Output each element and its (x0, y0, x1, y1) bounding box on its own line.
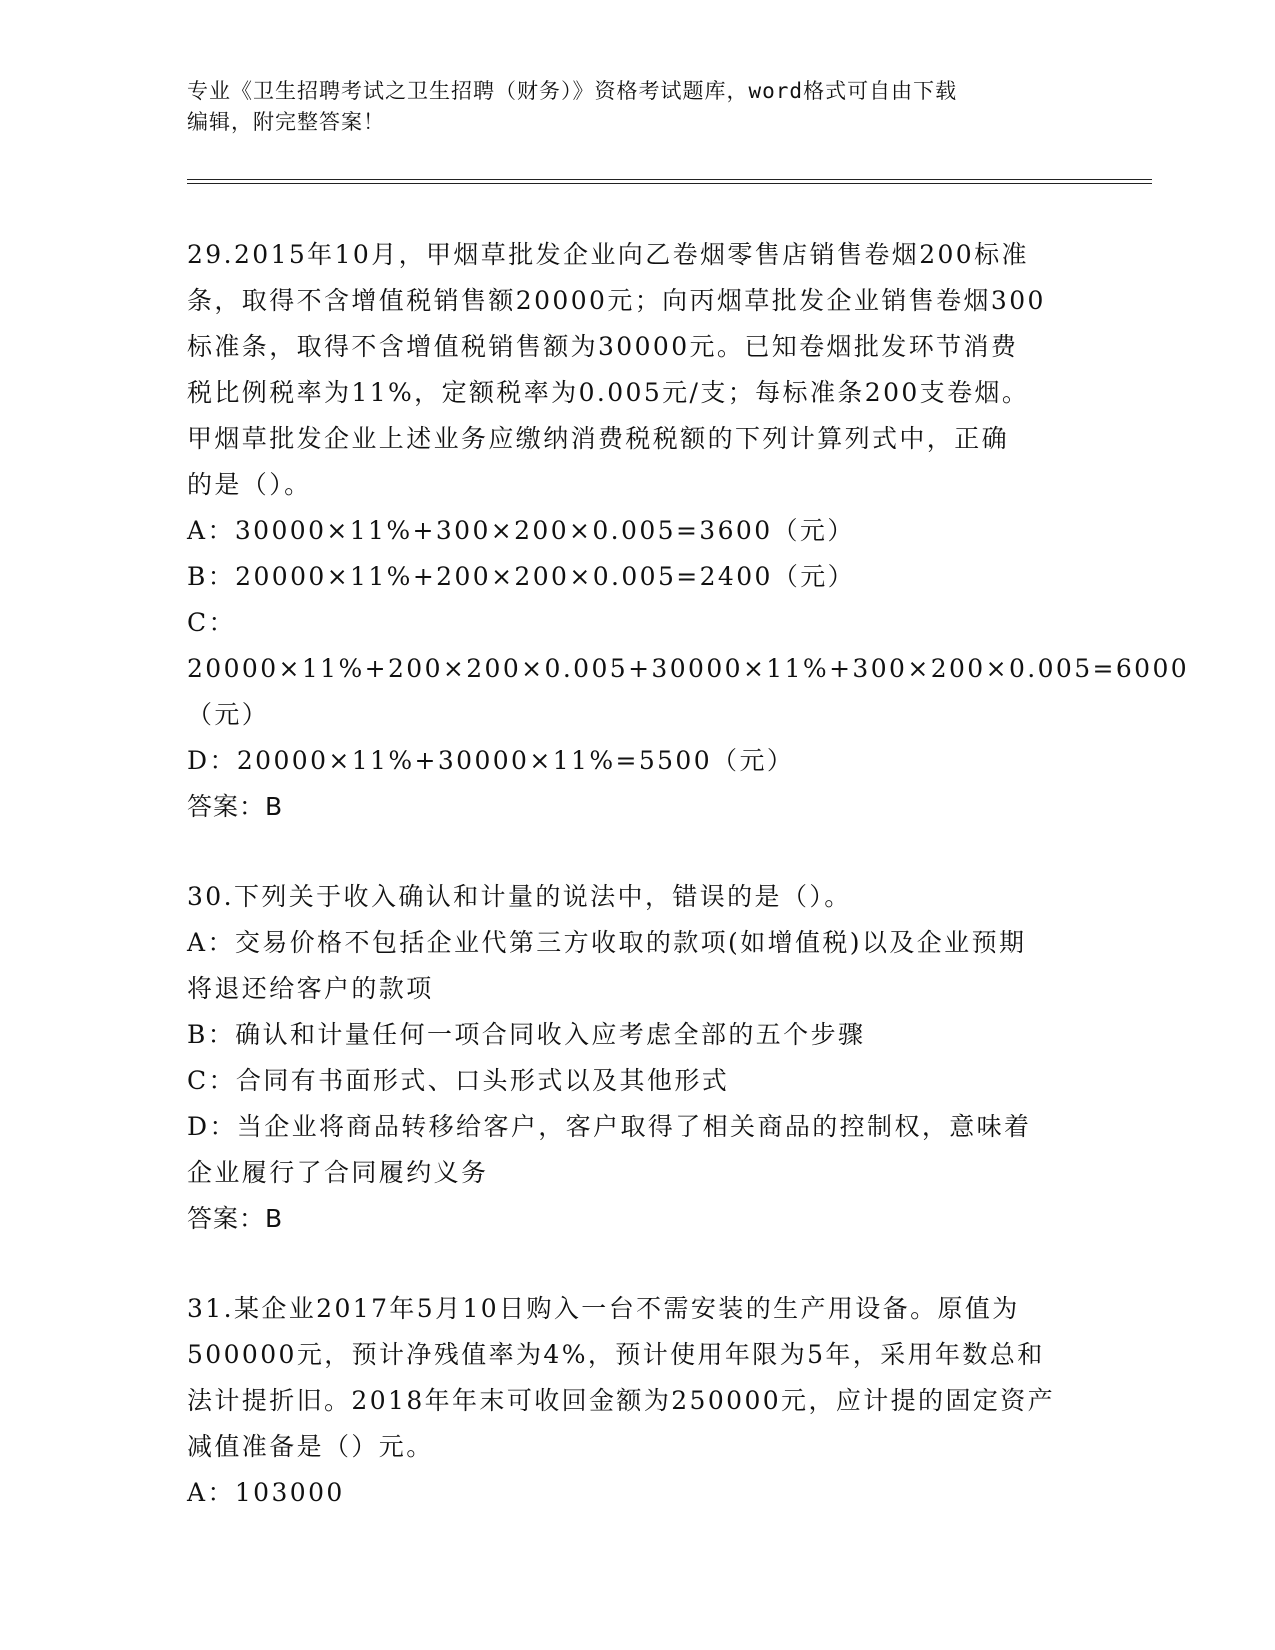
question-29-option-c-cont: （元） (187, 700, 270, 729)
header-divider-top (187, 179, 1152, 180)
question-30 (187, 874, 1087, 1242)
question-spacer (187, 830, 1087, 874)
question-29-stem-line-1: 29.2015年10月，甲烟草批发企业向乙卷烟零售店销售卷烟200标准 (187, 240, 1029, 269)
question-31-stem-line-3: 法计提折旧。2018年年末可收回金额为250000元，应计提的固定资产 (187, 1386, 1056, 1415)
question-29-stem-line-4: 税比例税率为11%，定额税率为0.005元/支；每标准条200支卷烟。 (187, 378, 1030, 407)
question-list (187, 232, 1190, 1516)
header-divider-bottom (187, 183, 1152, 184)
question-30-option-a-cont: 将退还给客户的款项 (187, 974, 434, 1003)
question-30-answer: 答案：B (187, 1204, 284, 1233)
question-31-stem-line-4: 减值准备是（）元。 (187, 1432, 434, 1461)
document-header (187, 76, 1087, 138)
header-line-1: 专业《卫生招聘考试之卫生招聘（财务）》资格考试题库，word格式可自由下载 (187, 79, 958, 103)
question-30-option-d: D：当企业将商品转移给客户，客户取得了相关商品的控制权，意味着 (187, 1112, 1032, 1141)
question-29-option-b: B：20000×11%+200×200×0.005=2400（元） (187, 562, 856, 591)
question-29-option-c: C：20000×11%+200×200×0.005+30000×11%+300×200×0.005=6000 (187, 608, 1190, 683)
question-30-option-c: C：合同有书面形式、口头形式以及其他形式 (187, 1066, 730, 1095)
question-30-stem-line-1: 30.下列关于收入确认和计量的说法中，错误的是（）。 (187, 882, 852, 911)
question-29-stem-line-5: 甲烟草批发企业上述业务应缴纳消费税税额的下列计算列式中，正确 (187, 424, 1010, 453)
question-31-option-a: A：103000 (187, 1478, 345, 1507)
question-31-stem-line-2: 500000元，预计净残值率为4%，预计使用年限为5年，采用年数总和 (187, 1340, 1045, 1369)
question-29-stem-line-2: 条，取得不含增值税销售额20000元；向丙烟草批发企业销售卷烟300 (187, 286, 1046, 315)
question-30-option-b: B：确认和计量任何一项合同收入应考虑全部的五个步骤 (187, 1020, 866, 1049)
header-line-2: 编辑，附完整答案！ (187, 110, 385, 134)
question-29 (187, 232, 1190, 830)
question-30-option-a: A：交易价格不包括企业代第三方收取的款项(如增值税)以及企业预期 (187, 928, 1027, 957)
question-29-stem-line-3: 标准条，取得不含增值税销售额为30000元。已知卷烟批发环节消费 (187, 332, 1019, 361)
question-29-option-a: A：30000×11%+300×200×0.005=3600（元） (187, 516, 855, 545)
question-31-stem-line-1: 31.某企业2017年5月10日购入一台不需安装的生产用设备。原值为 (187, 1294, 1020, 1323)
question-29-stem-line-6: 的是（）。 (187, 470, 312, 499)
question-spacer (187, 1242, 1087, 1286)
question-29-answer: 答案：B (187, 792, 284, 821)
question-29-option-d: D：20000×11%+30000×11%=5500（元） (187, 746, 795, 775)
question-30-option-d-cont: 企业履行了合同履约义务 (187, 1158, 489, 1187)
question-31 (187, 1286, 1087, 1516)
